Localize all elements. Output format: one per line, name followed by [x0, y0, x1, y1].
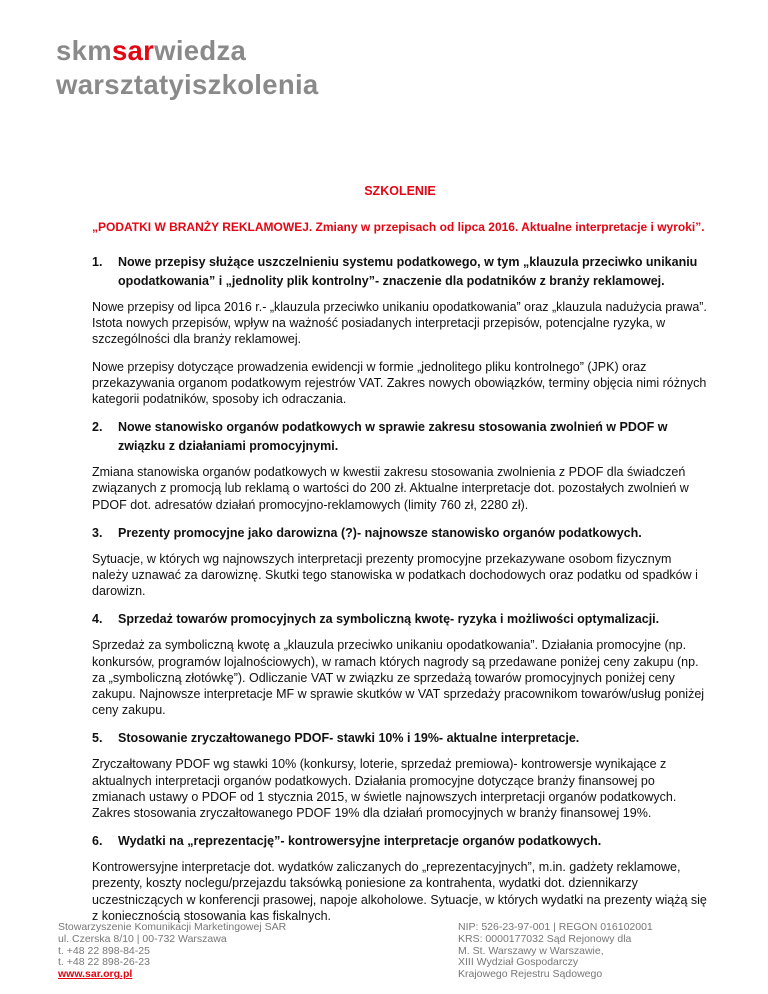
footer-org-name: Stowarzyszenie Komunikacji Marketingowej SAR	[58, 921, 287, 933]
footer-court-dept: XIII Wydział Gospodarczy	[458, 956, 579, 969]
footer-nip-regon: NIP: 526-23-97-001 | REGON 016102001	[458, 921, 653, 933]
section-heading-text: Sprzedaż towarów promocyjnych za symboliczną kwotę- ryzyka i możliwości optymalizacji.	[118, 612, 660, 627]
logo-line-1: skmsarwiedza	[56, 35, 247, 66]
logo-accent: sar	[111, 35, 155, 66]
section-heading-text: Nowe przepisy służące uszczelnieniu systemu podatkowego, w tym „klauzula przeciwko unikaniu opodatkowania” i „jednolity plik kontrolny”- znaczenie dla podatników z branży reklamowej.	[118, 255, 698, 288]
footer-registry	[458, 922, 653, 981]
section-paragraph: Nowe przepisy od lipca 2016 r.- „klauzula przeciwko unikaniu opodatkowania” oraz „klauzula nadużycia prawa”. Istota nowych przepisów, wpływ na ważność posiadanych interpretacji przepisów, potencjalne ryzyka, w szczególności dla branży reklamowej.	[92, 300, 707, 347]
section-paragraph: Nowe przepisy dotyczące prowadzenia ewidencji w formie „jednolitego pliku kontrolnego” (JPK) oraz przekazywania organom podatkowym rejestrów VAT. Zakres nowych obowiązków, terminy objęcia nimi różnych kategorii podatników, sposoby ich odraczania.	[92, 359, 707, 407]
section-heading	[92, 729, 708, 748]
section-heading	[92, 253, 708, 291]
section-paragraph: Zryczałtowany PDOF wg stawki 10% (konkursy, loterie, sprzedaż premiowa)- kontrowersje wynikające z aktualnych interpretacji organów podatkowych. Działania promocyjne dotyczące branży finansowej po zmianach ustawy o PDOF od 1 stycznia 2015, w świetle najnowszych interpretacji organów podatkowych. Zakres stosowania zryczałtowanego PDOF 19% dla działań promocyjnych w branży finansowej 19%.	[92, 757, 677, 821]
footer-krs: KRS: 0000177032 Sąd Rejonowy dla	[458, 932, 632, 945]
section-5	[92, 729, 708, 821]
section-paragraph: Sytuacje, w których wg najnowszych interpretacji prezenty promocyjne przekazywane osobom fizycznym należy uznawać za darowiznę. Skutki tego stanowiska w podatkach dochodowych oraz podatku od spadków i darowizn.	[92, 551, 698, 599]
document-label: SZKOLENIE	[364, 184, 436, 198]
logo-line-2: warsztatyiszkolenia	[56, 69, 319, 100]
section-heading	[92, 524, 708, 543]
section-2	[92, 418, 708, 513]
footer-court-city: M. St. Warszawy w Warszawie,	[458, 944, 604, 957]
section-paragraph: Zmiana stanowiska organów podatkowych w kwestii zakresu stosowania zwolnienia z PDOF dla świadczeń związanych z promocją lub reklamą o wartości do 200 zł. Aktualne interpretacje dot. pozostałych zwolnień w PDOF dot. adresatów działań promocyjno-reklamowych (limity 760 zł, 2280 zł).	[92, 465, 689, 512]
footer-phone-1: t. +48 22 898-84-25	[58, 944, 150, 957]
footer-address	[58, 922, 286, 981]
section-number: 6.	[92, 834, 103, 849]
section-number: 2.	[92, 420, 103, 435]
section-3	[92, 524, 708, 600]
section-heading-text: Nowe stanowisko organów podatkowych w sprawie zakresu stosowania zwolnień w PDOF w związku z działaniami promocyjnymi.	[118, 420, 668, 454]
section-paragraph: Kontrowersyjne interpretacje dot. wydatków zaliczanych do „reprezentacyjnych”, m.in. gadżety reklamowe, prezenty, koszty noclegu/przejazdu taksówką poniesione za kontrahenta, wydatki dot. dziennikarzy uczestniczących w konferencji prasowej, napoje alkoholowe. Sytuacje, w których wydatki na prezenty wiążą się z koniecznością stosowania kas fiskalnych.	[92, 860, 707, 923]
footer-website-link[interactable]: www.sar.org.pl	[58, 968, 133, 981]
section-heading	[92, 418, 708, 456]
section-heading-text: Prezenty promocyjne jako darowizna (?)- najnowsze stanowisko organów podatkowych.	[118, 525, 642, 540]
section-heading	[92, 832, 708, 851]
document-title: „PODATKI W BRANŻY REKLAMOWEJ. Zmiany w przepisach od lipca 2016. Aktualne interpretacje i wyroki”.	[92, 220, 705, 234]
section-number: 4.	[92, 612, 103, 627]
footer-street: ul. Czerska 8/10 | 00-732 Warszawa	[58, 932, 227, 945]
brand-logo	[56, 34, 318, 102]
section-heading-text: Wydatki na „reprezentację”- kontrowersyjne interpretacje organów podatkowych.	[118, 834, 602, 849]
section-1	[92, 253, 708, 407]
section-number: 5.	[92, 731, 103, 746]
document-body	[92, 183, 708, 935]
footer-court-register: Krajowego Rejestru Sądowego	[458, 968, 603, 981]
section-6	[92, 832, 708, 924]
section-number: 3.	[92, 525, 103, 540]
section-number: 1.	[92, 255, 103, 269]
section-4	[92, 610, 708, 718]
section-paragraph: Sprzedaż za symboliczną kwotę a „klauzula przeciwko unikaniu opodatkowania”. Działania promocyjne (np. konkursów, programów lojalnościowych), w ramach których nagrody są przedawane poniżej ceny zakupu (np. za „symboliczną złotówkę”). Odliczanie VAT w związku ze sprzedażą towarów promocyjnych poniżej ceny zakupu. Najnowsze interpretacje MF w sprawie skutków w VAT sprzedaży pracownikom towarów/usług poniżej ceny zakupu.	[92, 638, 705, 718]
section-heading-text: Stosowanie zryczałtowanego PDOF- stawki 10% i 19%- aktualne interpretacje.	[118, 731, 580, 746]
footer-phone-2: t. +48 22 898-26-23	[58, 956, 150, 969]
section-heading	[92, 610, 708, 629]
